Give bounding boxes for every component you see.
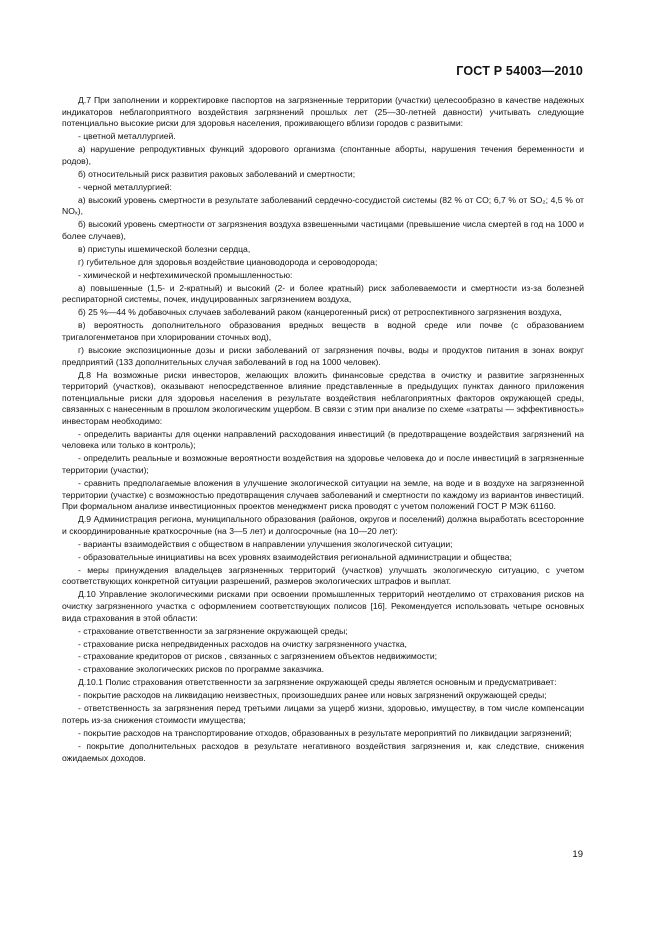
paragraph: - образовательные инициативы на всех уровнях взаимодействия региональной администрации и общества; — [78, 551, 512, 562]
paragraph: - варианты взаимодействия с обществом в направлении улучшения экологической ситуации; — [78, 538, 453, 549]
paragraph: Д.10.1 Полис страхования ответственности за загрязнение окружающей среды является основным и предусматривает: — [78, 677, 557, 688]
paragraph: - ответственность за загрязнения перед третьими лицами за ущерб жизни, здоровью, имуществу, в том числе компенсации потерь из-за снижения стоимости имущества; — [62, 703, 584, 726]
paragraph: - покрытие расходов на транспортирование отходов, образованных в результате мероприятий по ликвидации загрязнений; — [78, 728, 572, 738]
paragraph: - меры принуждения владельцев загрязненных территорий (участков) улучшать экологическую ситуацию, с учетом соответствующих конкретной ситуации разрешений, размеров экологических штрафов и выплат. — [62, 564, 584, 587]
paragraph: в) вероятность дополнительного образования вредных веществ в водной среде или почве (с образованием тригалогенметанов при хлорировании сточных вод), — [62, 320, 584, 342]
paragraph: б) относительный риск развития раковых заболеваний и смертности; — [78, 168, 356, 179]
paragraph: - химической и нефтехимической промышленностью: — [78, 269, 293, 280]
document-body — [62, 95, 584, 766]
paragraph: Д.10 Управление экологическими рисками при освоении промышленных территорий неотделимо от страхования рисков на очистку загрязненного участка с оформлением соответствующих полисов [16]. Рекомендуется использовать четыре основных вида страхования в этой области: — [62, 589, 584, 623]
document-standard-number: ГОСТ Р 54003—2010 — [456, 64, 583, 78]
paragraph: а) повышенные (1,5- и 2-кратный) и высокий (2- и более кратный) риск заболеваемости и смертности из-за болезней респираторной системы, почек, индуцированных загрязнением воздуха, — [62, 282, 584, 305]
paragraph: Д.9 Администрация региона, муниципального образования (районов, округов и поселений) должна выработать всесторонние и скоординированные краткосрочные (на 3—5 лет) и долгосрочные (на 10—20 лет): — [62, 514, 584, 536]
paragraph: - страхование риска непредвиденных расходов на очистку загрязненного участка, — [78, 638, 407, 649]
paragraph: - покрытие расходов на ликвидацию неизвестных, произошедших ранее или новых загрязнений окружающей среды; — [78, 690, 547, 701]
paragraph: - страхование экологических рисков по программе заказчика. — [78, 664, 325, 675]
paragraph: Д.7 При заполнении и корректировке паспортов на загрязненные территории (участки) целесообразно в качестве надежных индикаторов неблагоприятного воздействия загрязнений прошлых лет (25—30-летней давности) учитывать следующие потенциально высокие риски для здоровья населения, проживающего вблизи городов с развитыми: — [62, 95, 584, 129]
paragraph: б) 25 %—44 % добавочных случаев заболеваний раком (канцерогенный риск) от ретроспективного загрязнения воздуха, — [78, 307, 562, 318]
paragraph: Д.8 На возможные риски инвесторов, желающих вложить финансовые средства в очистку и развитие загрязненных территорий (участков), оказывают непосредственное влияние представленные в предыдущих пунктах данного приложения потенциальные риски для здоровья населения в результате воздействия неблагоприятных факторов окружающей среды, связанных с нанесенным в прошлом экологическим ущербом. В связи с этим при анализе по схеме «затраты — эффективность» инвесторам необходимо: — [62, 369, 584, 426]
paragraph: в) приступы ишемической болезни сердца, — [78, 243, 251, 254]
paragraph: - цветной металлургией. — [78, 131, 176, 142]
paragraph: а) высокий уровень смертности в результате заболеваний сердечно-сосудистой системы (82 % от CO; 6,7 % от SO₂; 4,5 % от NOₓ), — [62, 194, 584, 217]
paragraph: - определить варианты для оценки направлений расходования инвестиций (в предотвращение воздействия загрязнений на человека или только в контроль); — [62, 428, 584, 451]
paragraph: г) высокие экспозиционные дозы и риски заболеваний от загрязнения почвы, воды и продуктов питания в зонах вокруг предприятий (133 дополнительных случая заболеваний в год на 1000 человек). — [62, 344, 584, 367]
paragraph: - страхование ответственности за загрязнение окружающей среды; — [78, 625, 348, 636]
paragraph: б) высокий уровень смертности от загрязнения воздуха взвешенными частицами (превышение числа смертей в год на 1000 и более случаев), — [62, 219, 584, 241]
paragraph: г) губительное для здоровья воздействие циановодорода и сероводорода; — [78, 256, 378, 267]
paragraph: - определить реальные и возможные вероятности воздействия на здоровье человека до и после инвестиций в загрязненные территории (участки); — [62, 453, 584, 476]
paragraph: а) нарушение репродуктивных функций здорового организма (спонтанные аборты, нарушения течения беременности и родов), — [62, 144, 584, 166]
paragraph: - покрытие дополнительных расходов в результате негативного воздействия загрязнения и, как следствие, снижения ожидаемых доходов. — [62, 740, 584, 763]
paragraph: - черной металлургией: — [78, 181, 172, 192]
page-number: 19 — [572, 849, 583, 860]
paragraph: - сравнить предполагаемые вложения в улучшение экологической ситуации на земле, на воде и в воздухе на загрязненной территории (участке) с возможностью предотвращения случаев заболеваний и смертности по каждому из вариантов инвестиций. При формальном анализе инвестиционных проектов менеджмент риска проводят с учетом положений ГОСТ Р МЭК 61160. — [62, 478, 584, 512]
paragraph: - страхование кредиторов от рисков , связанных с загрязнением объектов недвижимости; — [78, 651, 438, 662]
